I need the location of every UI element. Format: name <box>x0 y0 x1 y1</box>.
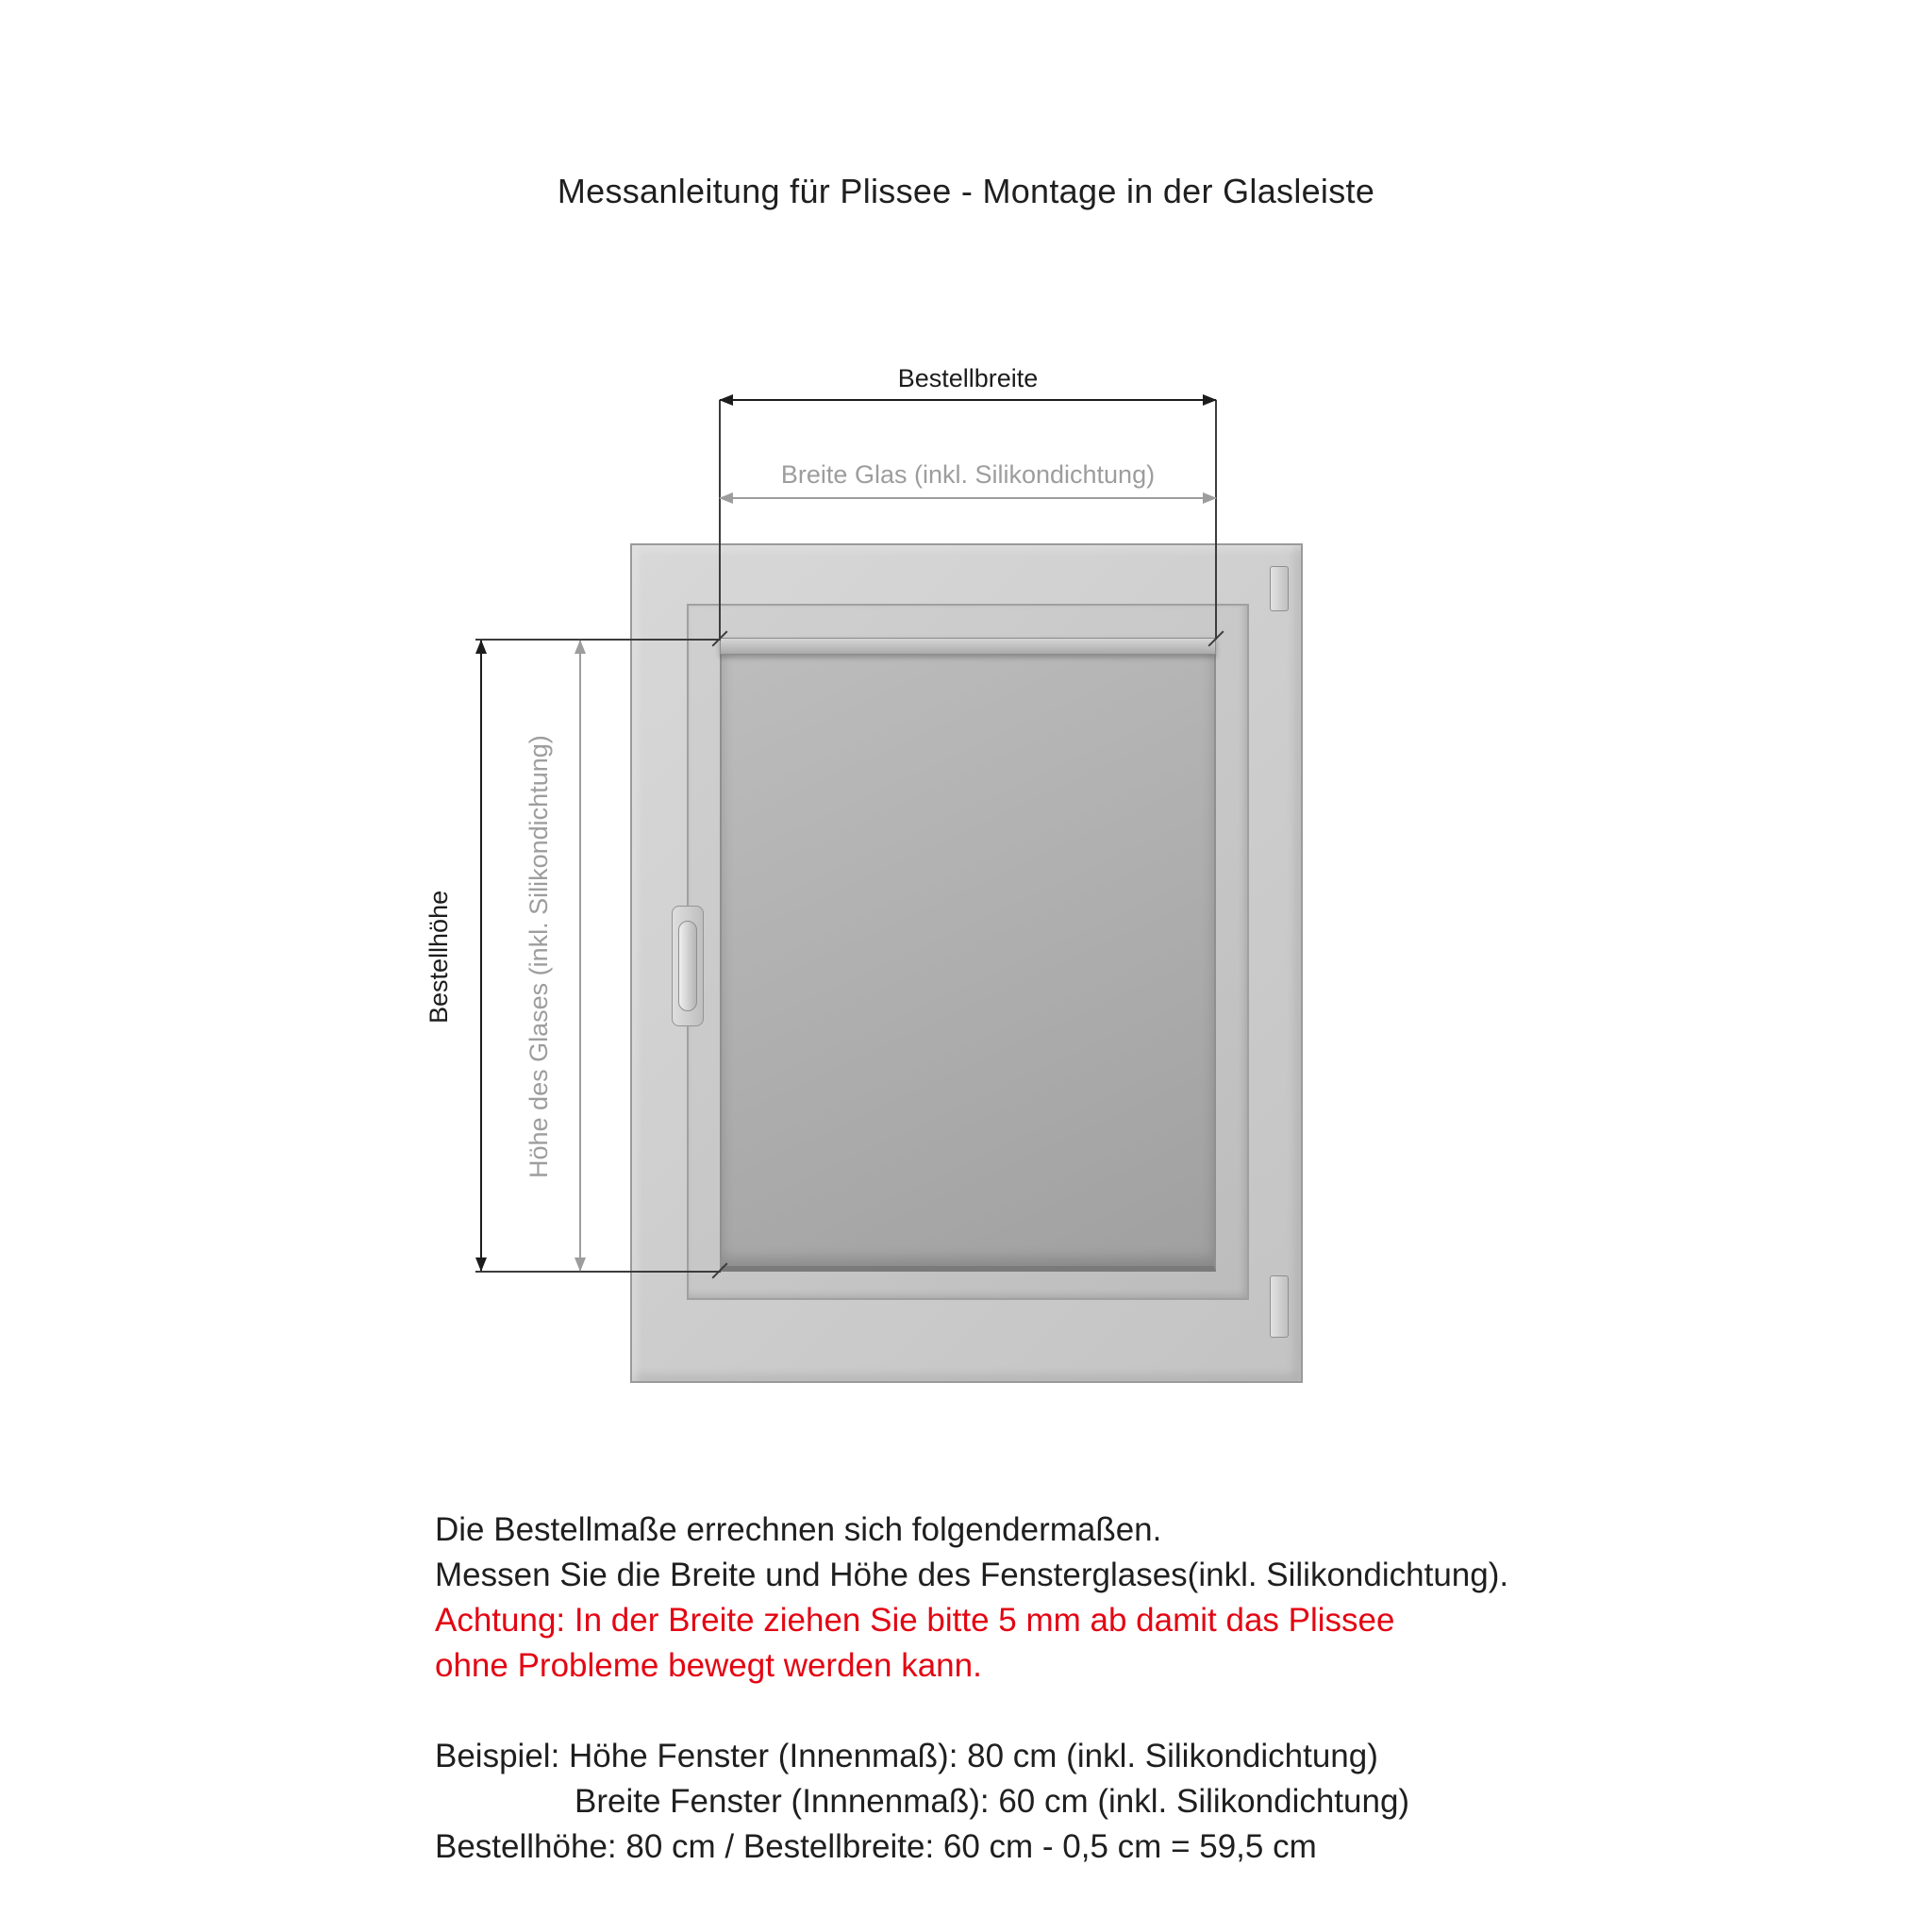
example-line-2: Breite Fenster (Innnenmaß): 60 cm (inkl. Silikondichtung) <box>575 1783 1410 1820</box>
window-hinge-bottom <box>1270 1275 1289 1338</box>
plissee-top-rail <box>720 638 1216 655</box>
glass-height-dimension-arrow <box>579 641 581 1271</box>
example-block <box>435 1734 1756 1870</box>
window-handle-grip <box>678 921 697 1011</box>
extension-line-width-right <box>1215 400 1217 640</box>
warning-line-1: Achtung: In der Breite ziehen Sie bitte 5 mm ab damit das Plissee <box>435 1602 1395 1639</box>
order-height-label: Bestellhöhe <box>425 890 453 1024</box>
extension-line-height-top <box>475 639 721 641</box>
window-hinge-top <box>1270 566 1289 611</box>
warning-line-2: ohne Probleme bewegt werden kann. <box>435 1647 982 1684</box>
instruction-line-1: Die Bestellmaße errechnen sich folgendermaßen. <box>435 1511 1162 1548</box>
order-width-dimension-arrow <box>720 399 1216 401</box>
page-title: Messanleitung für Plissee - Montage in der Glasleiste <box>557 172 1375 210</box>
glass-width-dimension-arrow <box>720 497 1216 499</box>
instruction-text-block <box>435 1507 1756 1870</box>
order-width-label: Bestellbreite <box>897 364 1039 392</box>
example-line-1: Beispiel: Höhe Fenster (Innenmaß): 80 cm (inkl. Silikondichtung) <box>435 1738 1378 1774</box>
instruction-line-2: Messen Sie die Breite und Höhe des Fensterglases(inkl. Silikondichtung). <box>435 1557 1509 1593</box>
extension-line-height-bottom <box>475 1271 721 1273</box>
glass-width-label: Breite Glas (inkl. Silikondichtung) <box>780 460 1156 489</box>
glass-height-label: Höhe des Glases (inkl. Silikondichtung) <box>525 735 553 1178</box>
window-glass <box>720 638 1216 1272</box>
order-height-dimension-arrow <box>480 641 482 1271</box>
extension-line-width-left <box>719 400 721 640</box>
example-line-3: Bestellhöhe: 80 cm / Bestellbreite: 60 cm - 0,5 cm = 59,5 cm <box>435 1828 1317 1865</box>
